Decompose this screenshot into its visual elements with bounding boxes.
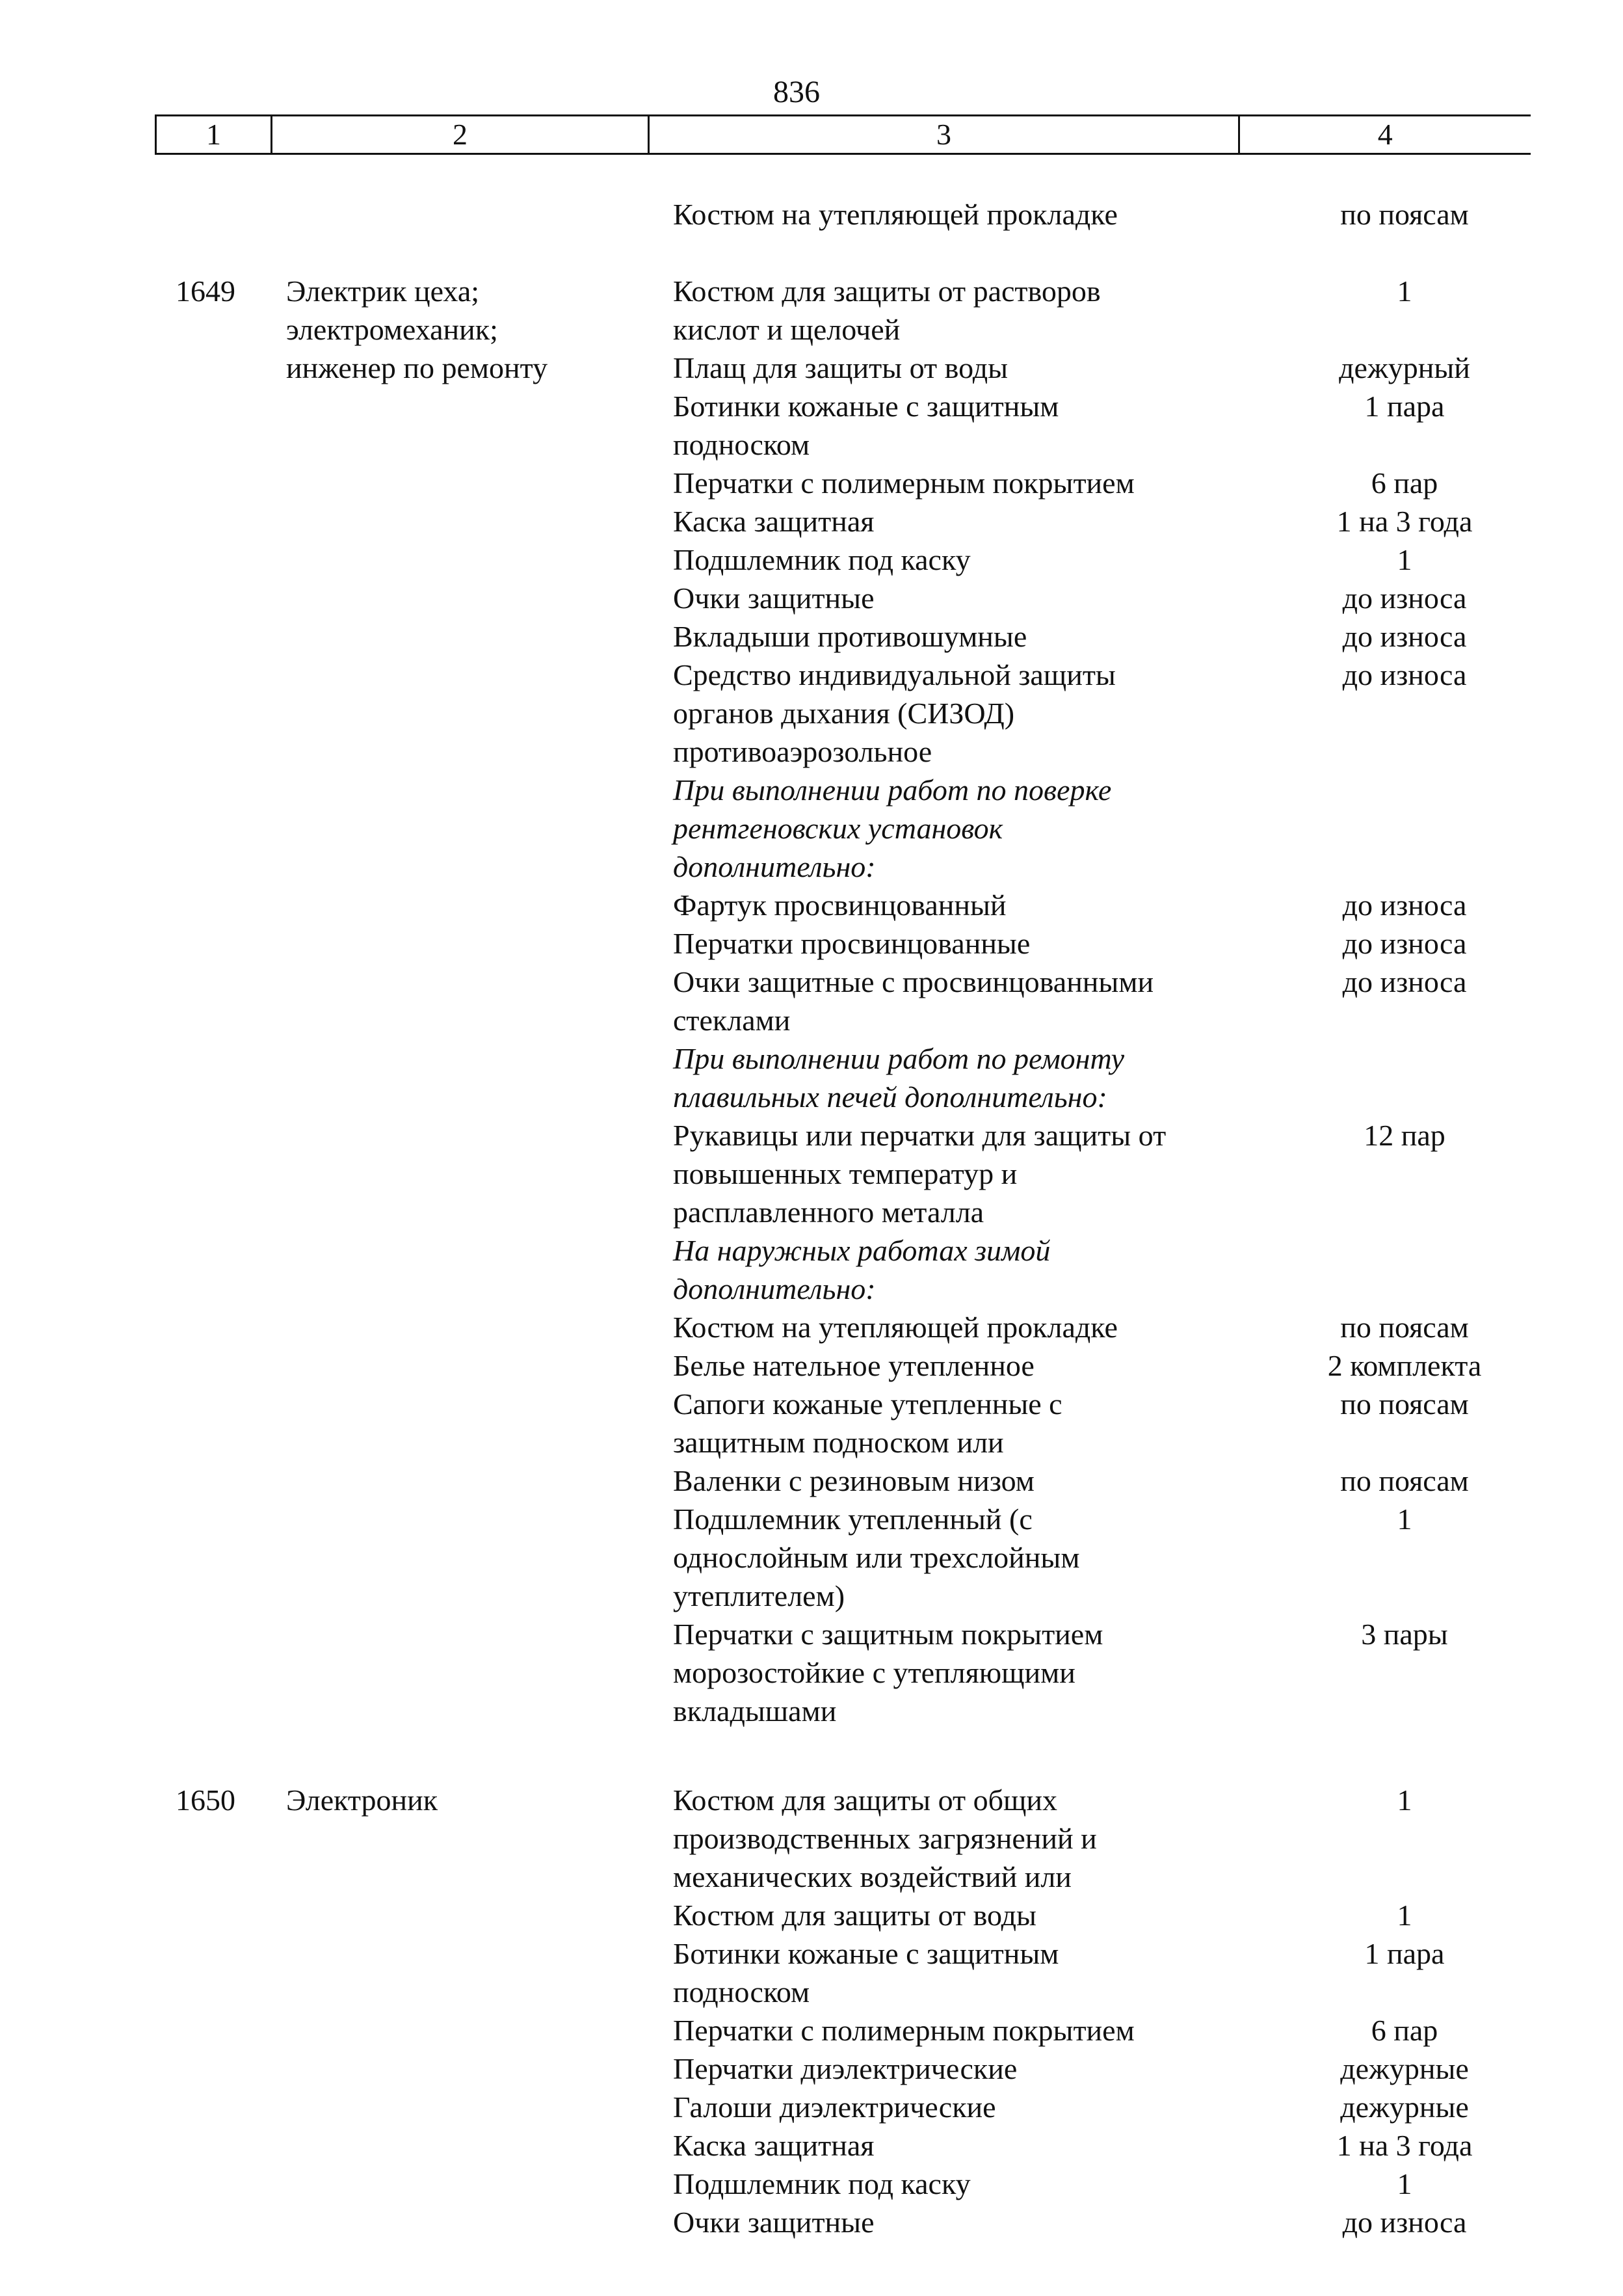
issue-norm: до износа [1342,965,1467,998]
text-line: Перчатки с полимерным покрытием [673,2014,1135,2047]
text-line: При выполнении работ по поверке [673,773,1112,807]
issue-norm: 6 пар [1371,2014,1438,2047]
text-line: Перчатки с защитным покрытием [673,1618,1103,1651]
ppe-item-name [673,2049,1245,2088]
column-header-2: 2 [272,116,649,154]
ppe-item-name [673,617,1245,656]
text-line: Фартук просвинцованный [673,888,1007,922]
text-line: Каска защитная [673,2129,875,2162]
condition-text [673,1039,1245,1116]
text-line: подноском [673,1975,810,2009]
issue-norm: 1 [1397,274,1412,308]
text-line: рентгеновских установок [673,812,1003,845]
text-line: Костюм на утепляющей прокладке [673,1311,1118,1344]
text-line: органов дыхания (СИЗОД) [673,697,1015,730]
issue-norm: 1 на 3 года [1336,2129,1473,2162]
text-line: Очки защитные [673,581,875,615]
issue-norm: по поясам [1340,1311,1469,1344]
column-header-1: 1 [156,116,272,154]
text-line: дополнительно: [673,1272,876,1305]
ppe-item-name [673,502,1245,541]
text-line: Костюм на утепляющей прокладке [673,198,1118,231]
ppe-item-name [673,1308,1245,1346]
ppe-item-name [673,2011,1245,2049]
text-line: производственных загрязнений и [673,1822,1097,1855]
text-line: Перчатки с полимерным покрытием [673,466,1135,500]
text-line: Сапоги кожаные утепленные с [673,1387,1062,1421]
issue-norm: по поясам [1340,198,1469,231]
profession-line: инженер по ремонту [286,351,548,384]
ppe-item-name [673,579,1245,617]
text-line: защитным подноском или [673,1426,1004,1459]
profession-line: Электроник [286,1783,438,1817]
issue-norm: до износа [1342,927,1467,960]
profession-line: электромеханик; [286,313,498,346]
ppe-item-name [673,1385,1245,1462]
issue-norm: 6 пар [1371,466,1438,500]
issue-norm: по поясам [1340,1464,1469,1497]
text-line: кислот и щелочей [673,313,901,346]
ppe-item-name [673,886,1245,924]
column-header-3: 3 [649,116,1239,154]
text-line: Перчатки просвинцованные [673,927,1031,960]
issue-norm: 12 пар [1364,1119,1445,1152]
text-line: утеплителем) [673,1579,845,1612]
text-line: дополнительно: [673,850,876,883]
column-header-row [155,114,1531,155]
issue-norm: 2 комплекта [1327,1349,1482,1382]
text-line: Подшлемник утепленный (с [673,1502,1033,1536]
text-line: Средство индивидуальной защиты [673,658,1116,691]
text-line: Ботинки кожаные с защитным [673,390,1059,423]
ppe-item-name [673,541,1245,579]
text-line: Каска защитная [673,505,875,538]
text-line: механических воздействий или [673,1860,1072,1893]
text-line: Белье нательное утепленное [673,1349,1035,1382]
issue-norm: до износа [1342,2206,1467,2239]
text-line: Рукавицы или перчатки для защиты от [673,1119,1167,1152]
text-line: Очки защитные [673,2206,875,2239]
issue-norm: 1 [1397,1502,1412,1536]
ppe-item-name [673,2165,1245,2203]
issue-norm: 1 [1397,2167,1412,2200]
issue-norm: до износа [1342,620,1467,653]
profession-name [286,272,650,387]
ppe-item-name [673,387,1245,464]
entry-number: 1649 [176,274,235,308]
column-header-4: 4 [1239,116,1531,154]
text-line: противоаэрозольное [673,735,932,768]
entry-number: 1650 [176,1783,235,1817]
ppe-item-name [673,349,1245,387]
text-line: Ботинки кожаные с защитным [673,1937,1059,1970]
issue-norm: по поясам [1340,1387,1469,1421]
issue-norm: до износа [1342,658,1467,691]
text-line: Костюм для защиты от растворов [673,274,1101,308]
issue-norm: 1 [1397,1783,1412,1817]
ppe-item-name [673,195,1245,234]
ppe-item-name [673,464,1245,502]
ppe-item-name [673,2203,1245,2241]
ppe-item-name [673,1500,1245,1615]
text-line: плавильных печей дополнительно: [673,1080,1107,1114]
text-line: Перчатки диэлектрические [673,2052,1018,2085]
condition-text [673,771,1245,886]
text-line: повышенных температур и [673,1157,1018,1190]
issue-norm: 1 [1397,543,1412,576]
text-line: Костюм для защиты от воды [673,1899,1036,1932]
ppe-item-name [673,1615,1245,1730]
text-line: Подшлемник под каску [673,543,971,576]
issue-norm: дежурные [1340,2052,1469,2085]
ppe-item-name [673,924,1245,963]
condition-text [673,1231,1245,1308]
ppe-item-name [673,1462,1245,1500]
issue-norm: до износа [1342,581,1467,615]
ppe-item-name [673,272,1245,349]
issue-norm: дежурные [1340,2090,1469,2124]
ppe-item-name [673,963,1245,1039]
issue-norm: 3 пары [1361,1618,1448,1651]
profession-name [286,1781,650,1819]
issue-norm: до износа [1342,888,1467,922]
ppe-item-name [673,2088,1245,2126]
ppe-item-name [673,1781,1245,1896]
text-line: подноском [673,428,810,461]
text-line: Галоши диэлектрические [673,2090,996,2124]
ppe-item-name [673,1116,1245,1231]
text-line: морозостойкие с утепляющими [673,1656,1075,1689]
text-line: На наружных работах зимой [673,1234,1051,1267]
text-line: расплавленного металла [673,1195,984,1229]
text-line: однослойным или трехслойным [673,1541,1080,1574]
issue-norm: дежурный [1339,351,1470,384]
profession-line: Электрик цеха; [286,274,480,308]
text-line: Валенки с резиновым низом [673,1464,1035,1497]
issue-norm: 1 пара [1364,1937,1445,1970]
page-number: 836 [773,75,820,109]
text-line: При выполнении работ по ремонту [673,1042,1124,1075]
issue-norm: 1 [1397,1899,1412,1932]
issue-norm: 1 пара [1364,390,1445,423]
text-line: стеклами [673,1004,791,1037]
ppe-item-name [673,1346,1245,1385]
text-line: Вкладыши противошумные [673,620,1027,653]
text-line: Костюм для защиты от общих [673,1783,1058,1817]
text-line: Очки защитные с просвинцованными [673,965,1154,998]
text-line: вкладышами [673,1694,837,1728]
text-line: Плащ для защиты от воды [673,351,1009,384]
ppe-item-name [673,2126,1245,2165]
ppe-item-name [673,1896,1245,1934]
ppe-item-name [673,656,1245,771]
text-line: Подшлемник под каску [673,2167,971,2200]
issue-norm: 1 на 3 года [1336,505,1473,538]
ppe-item-name [673,1934,1245,2011]
